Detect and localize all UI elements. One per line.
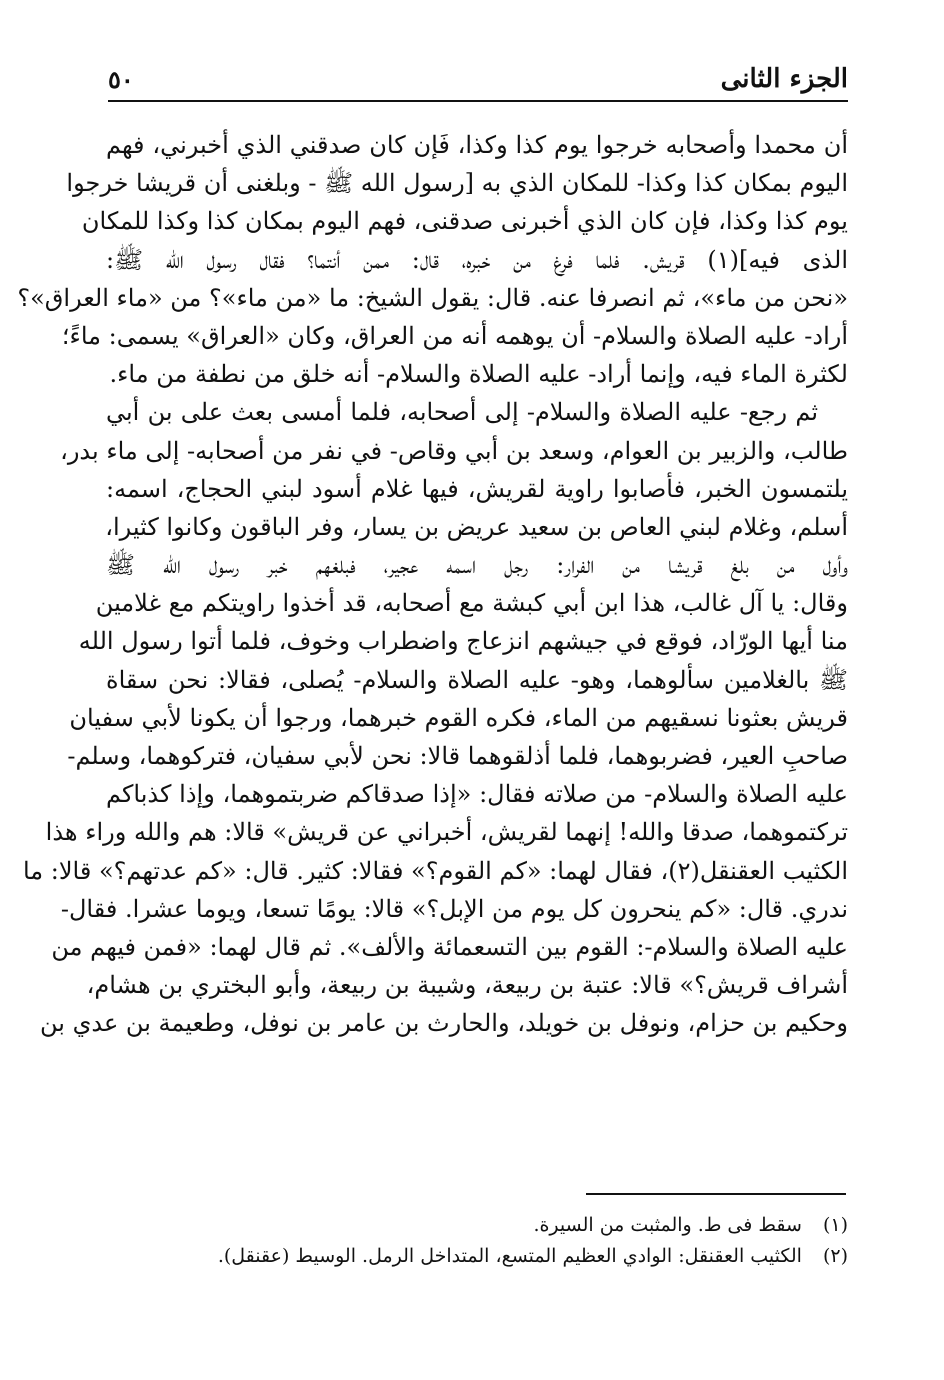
footnote-divider [586,1193,846,1195]
text-line: أن محمدا وأصحابه خرجوا يوم كذا وكذا، فَإن كان صدقني الذي أخبرني، فهم [106,131,848,159]
text-line: الكثيب العقنقل(٢)، فقال لهما: «كم القوم؟» فقالا: كثير. قال: «كم عدتهم؟» قالا: ما [22,856,848,885]
text-line: تركتموهما، صدقا والله! إنهما لقريش، أخبراني عن قريش» قالا: هم والله وراء هذا [45,818,848,847]
text-line: يوم كذا وكذا، فإن كان الذي أخبرنى صدقنى، فهم اليوم بمكان كذا وكذا للمكان [81,207,848,236]
text-line: قريش بعثونا نسقيهم من الماء، فكره القوم خبرهما، ورجوا أن يكونا لأبي سفيان [69,703,848,732]
footnote-text: سقط فى ط. والمثبت من السيرة. [533,1214,802,1236]
running-title: الجزء الثانى [720,64,848,94]
text-line: اليوم بمكان كذا وكذا- للمكان الذي به [رسول الله ﷺ - وبلغنى أن قريشا خرجوا [66,169,848,198]
text-line: ﷺ بالغلامين سألوهما، وهو- عليه الصلاة والسلام- يُصلى، فقالا: نحن سقاة [106,665,848,694]
text-line: أشراف قريش؟» قالا: عتبة بن ربيعة، وشيبة بن ربيعة، وأبو البختري بن هشام، [86,971,848,1000]
page-header [108,56,848,102]
text-line: ندري. قال: «كم ينحرون كل يوم من الإبل؟» قالا: يومًا تسعا، ويوما عشرا. فقال- [60,894,848,923]
text-line: صاحبِ العير، فضربوهما، فلما أذلقوهما قالا: نحن لأبي سفيان، فتركوهما، وسلم- [67,742,848,770]
text-line: منا أيها الورّاد، فوقع في جيشهم انزعاج واضطراب وخوف، فلما أتوا رسول الله [78,627,848,656]
body-text [17,126,848,1043]
text-line: عليه الصلاة والسلام-: القوم بين التسعمائة والألف». ثم قال لهما: «فمن فيهم من [51,932,848,961]
text-line: أسلم، وغلام لبني العاص بن سعيد عريض بن يسار، وفر الباقون وكانوا كثيرا، [105,512,848,541]
text-line: لكثرة الماء فيه، وإنما أراد- عليه الصلاة والسلام- أنه خلق من نطفة من ماء. [109,360,848,389]
text-line: الذى فيه](١) قريش. فلما فرغ من خبره، قال: ممن أنتما؟ فقال رسول الله ﷺ: [106,245,848,274]
footnote [106,1210,848,1241]
text-line: أراد- عليه الصلاة والسلام- أن يوهمه أنه من العراق، وكان «العراق» يسمى: ماءً؛ [61,321,848,350]
text-line: «نحن من ماء»، ثم انصرفا عنه. قال: يقول الشيخ: ما «من ماء»؟ من «ماء العراق»؟ [17,283,848,312]
text-line: يلتمسون الخبر، فأصابوا راوية لقريش، فيها غلام أسود لبني الحجاج، اسمه: [106,474,848,503]
text-line: وأول من بلغ قريشا من الفرار: رجل اسمه عجير، فبلغهم خبر رسول الله ﷺ [106,551,848,580]
footnote [106,1241,848,1272]
footnote-number: (٢) [822,1245,848,1267]
footnotes [106,1210,848,1272]
footnote-text: الكثيب العقنقل: الوادي العظيم المتسع، المتداخل الرمل. الوسيط (عقنقل). [217,1245,802,1267]
footnote-number: (١) [822,1214,848,1236]
text-line: طالب، والزبير بن العوام، وسعد بن أبي وقاص- في نفر من أصحابه- إلى ماء بدر، [60,436,848,465]
text-line: وقال: يا آل غالب، هذا ابن أبي كبشة مع أصحابه، قد أخذوا راويتكم مع غلامين [95,589,848,618]
text-line: وحكيم بن حزام، ونوفل بن خويلد، والحارث بن عامر بن نوفل، وطعيمة بن عدي بن [40,1009,848,1038]
text-line: عليه الصلاة والسلام- من صلاته فقال: «إذا صدقاكم ضربتموهما، وإذا كذباكم [106,780,848,809]
text-line: ثم رجع- عليه الصلاة والسلام- إلى أصحابه، فلما أمسى بعث على بن أبي [106,398,818,427]
page-number: ٥٠ [108,65,134,94]
